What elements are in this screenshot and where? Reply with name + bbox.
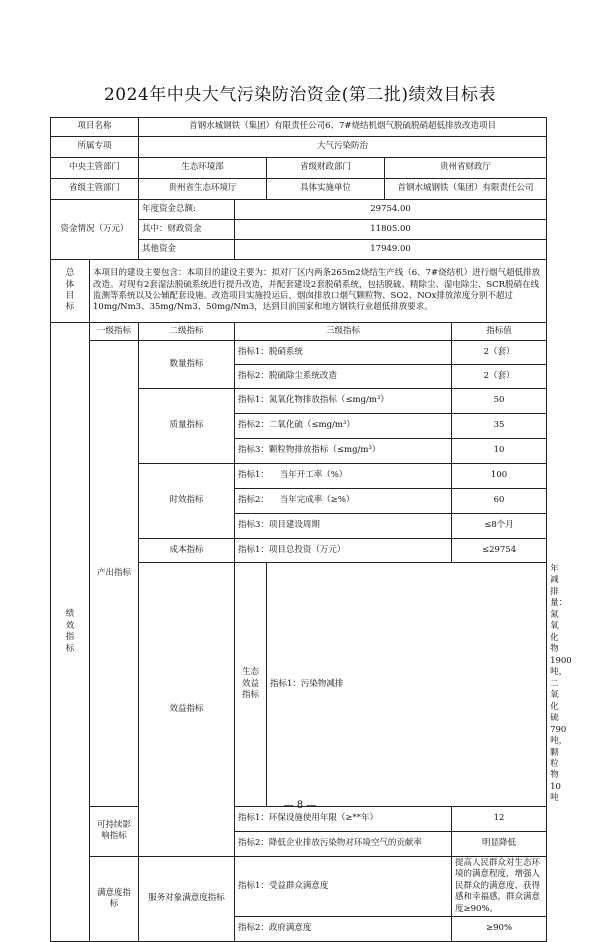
indicator-value: ≤29754 [452,539,547,563]
indicator-name: 指标3：颗粒物排放指标（≤mg/m³） [235,439,452,464]
indicator-name: 指标2：脱硫除尘系统改造 [235,365,452,389]
project-name-value: 首钢水城钢铁（集团）有限责任公司6、7#烧结机烟气脱硫脱硝超低排放改造项目 [139,118,547,137]
indicator-value: 2（套） [452,365,547,389]
header-value: 指标值 [452,323,547,341]
central-dept-value: 生态环境部 [139,158,267,179]
table-row: 效益指标 生态效益指标 指标1：污染物减排 年减排量：氮氧化物1900吨，二氧化硫790吨，颗粒物10吨 [51,563,547,807]
timeliness-label: 时效指标 [139,464,235,539]
indicator-name: 指标1：环保设施使用年限（≥**年） [235,806,452,831]
overall-text: 本项目的建设主要包含：本项目的建设主要为：拟对厂区内两条265m2烧结生产线（6、7#烧结机）进行烟气超低排放改造。对现有2套湿法脱硫系统进行提升改造，并配套建设2套脱硝系统，包括脱硫、精除尘、湿电除尘、SCR脱硝在线监测等系统以及公辅配套设施。改造项目实施投运后，烟囱排放口烟气颗粒物、SO2、NOx排放浓度分别不超过10mg/Nm3、35mg/Nm3、50mg/Nm3，达到目前国家和地方钢铁行业超低排放要求。 [90,260,547,323]
indicator-name: 指标1：项目总投资（万元） [235,539,452,563]
header-l1: 一级指标 [90,323,139,341]
quality-label: 质量指标 [139,389,235,464]
indicator-value: 12 [452,806,547,831]
indicator-value: 10 [452,439,547,464]
indicator-value: 60 [452,489,547,514]
perf-label: 绩 效 指 标 [51,323,90,942]
indicator-name: 指标1：氮氧化物排放指标（≤mg/m³） [235,389,452,414]
perf-header-row [51,323,547,341]
quantity-label: 数量指标 [139,341,235,389]
indicator-value: ≤8个月 [452,514,547,539]
central-dept-label: 中央主管部门 [51,158,139,179]
indicator-name: 指标1： 当年开工率（%） [235,464,452,489]
page-number: — 8 — [283,800,317,811]
row-funds-total [51,200,547,220]
indicator-name: 指标1：脱硝系统 [235,341,452,365]
eco-label: 生态效益指标 [235,563,267,807]
category-value: 大气污染防治 [139,137,547,158]
page-title: 2024年中央大气污染防治资金(第二批)绩效目标表 [103,85,497,105]
indicator-name: 指标1：受益群众满意度 [235,856,452,916]
indicator-value: 提高人民群众对生态环境的满意程度，增强人民群众的满意度、获得感和幸福感，群众满意度≥90%。 [452,856,547,916]
prov-dept-value: 贵州省生态环境厅 [139,179,267,200]
project-name-label: 项目名称 [51,118,139,137]
output-label: 产出指标 [90,341,139,807]
funds-fiscal-value: 11805.00 [235,220,547,240]
funds-label: 资金情况（万元） [51,200,139,260]
overall-label: 总 体 目 标 [51,260,90,323]
cost-label: 成本指标 [139,539,235,563]
table-row [51,341,547,365]
indicator-value: 明显降低 [452,831,547,856]
funds-total-label: 年度资金总额: [139,200,235,220]
header-l2: 二级指标 [139,323,235,341]
finance-dept-label: 省级财政部门 [267,158,385,179]
performance-table [50,117,572,942]
row-departments [51,158,547,179]
indicator-name: 指标1：污染物减排 [267,563,547,807]
indicator-value: 100 [452,464,547,489]
row-project-name [51,118,547,137]
indicator-name: 指标2：降低企业排放污染物对环境空气的贡献率 [235,831,452,856]
header-l3: 三级指标 [235,323,452,341]
indicator-name: 指标2： 当年完成率（≥%） [235,489,452,514]
funds-fiscal-label: 其中：财政资金 [139,220,235,240]
prov-dept-label: 省级主管部门 [51,179,139,200]
impl-unit-value: 首钢水城钢铁（集团）有限责任公司 [385,179,547,200]
sustain-label: 可持续影响指标 [90,806,139,856]
indicator-value: 50 [452,389,547,414]
indicator-name: 指标2：二氧化硫（≤mg/m³） [235,414,452,439]
benefit-label: 效益指标 [139,563,235,857]
row-category [51,137,547,158]
impl-unit-label: 具体实施单位 [267,179,385,200]
row-implementation [51,179,547,200]
table-row [51,856,547,916]
funds-total-value: 29754.00 [235,200,547,220]
funds-other-label: 其他资金 [139,240,235,260]
indicator-name: 指标2：政府满意度 [235,917,452,942]
indicator-value: 35 [452,414,547,439]
funds-other-value: 17949.00 [235,240,547,260]
row-overall-objective [51,260,547,323]
category-label: 所属专项 [51,137,139,158]
indicator-name: 指标3：项目建设周期 [235,514,452,539]
satisfaction-label: 满意度指标 [90,856,139,941]
finance-dept-value: 贵州省财政厅 [385,158,547,179]
indicator-value: ≥90% [452,917,547,942]
service-label: 服务对象满意度指标 [139,856,235,941]
indicator-value: 2（套） [452,341,547,365]
